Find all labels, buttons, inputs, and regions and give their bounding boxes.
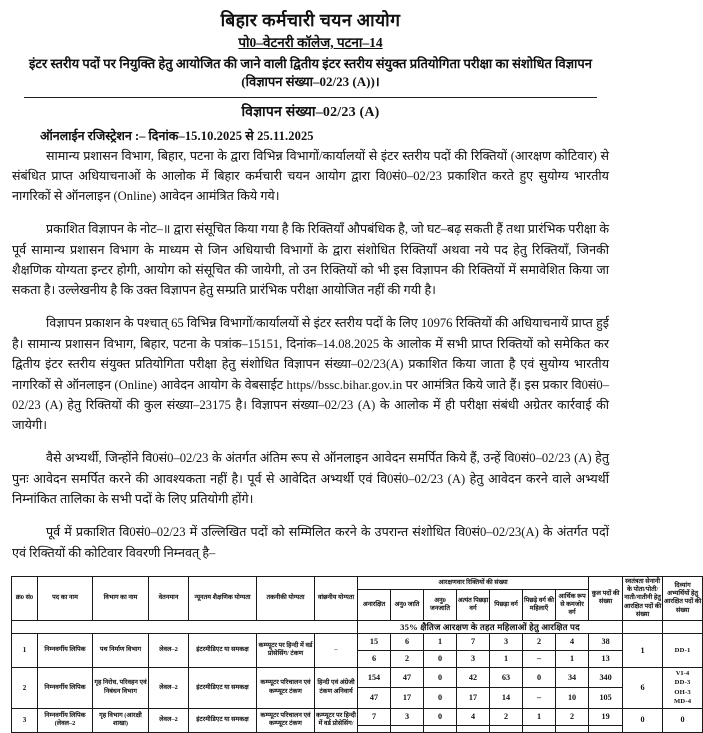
paragraph-1: सामान्य प्रशासन विभाग, बिहार, पटना के द्वारा विभिन्न विभागों/कार्यालयों से इंटर स्तरीय पदों की रिक्तियों (आरक्षण कोटिवार) से संबंधित प्राप्त अधियाचनाओं के आलोक में बिहार कर्मचारी चयन आयोग द्वारा वि0सं0–02/23 प्रकाशित करते हुए सुयोग्य भारतीय नागरिकों से ऑनलाइन (Online) आवेदन आमंत्रित किये गये। <box>12 148 609 204</box>
cell-pay-scale: लेवल–2 <box>149 708 189 732</box>
col-pay-scale: वेतनमान <box>149 576 189 621</box>
cell-economically-weaker-section: 2 <box>556 708 589 725</box>
col-technical-qualification: तकनीकी योग्यता <box>257 576 315 621</box>
table-row <box>12 634 703 651</box>
paragraph-4: वैसे अभ्यर्थी, जिन्होंने वि0सं0–02/23 के अंतर्गत अंतिम रूप से ऑनलाइन आवेदन समर्पित किये हैं, उन्हें वि0सं0–02/23 (A) हेतु पुनः आवेदन समर्पित करने की आवश्यकता नहीं है। पूर्व से आवेदित अभ्यर्थी एवं वि0सं0–02/23 (A) हेतु आवेदन करने वाले अभ्यर्थी निम्नांकित तालिका के सभी पदों के लिए प्रतियोगी होंगे। <box>12 451 609 507</box>
col-scheduled-tribe: अनु0 जनजाति <box>424 590 457 621</box>
cell-unreserved: 15 <box>358 634 391 651</box>
cell-extremely-backward-class: 42 <box>457 667 490 688</box>
cell-technical-qualification: कम्प्यूटर पर हिन्दी में वर्ड प्रोसेसिंग/ टंकण <box>257 634 315 667</box>
cell-total-posts-women: 13 <box>589 650 623 667</box>
paragraph-2: प्रकाशित विज्ञापन के नोट–॥ द्वारा संसूचित किया गया है कि रिक्तियाँ औपबंधिक है, जो घट–बढ़ सकती हैं तथा प्रारंभिक परीक्षा के पूर्व सामान्य प्रशासन विभाग के माध्यम से जिन अधियाची विभागों के द्वारा संशोधित रिक्तियाँ अथवा नये पद हेतु रिक्तियाँ, जिनकी शैक्षणिक योग्यता इन्टर होगी, आयोग को संसूचित की जायेगी, तो उन रिक्तियों को भी इस विज्ञापन की रिक्तियों में समावेशित किया जा सकता है। उल्लेखनीय है कि उक्त विज्ञापन हेतु सम्प्रति प्रारंभिक परीक्षा आयोजित नहीं की गयी है। <box>12 222 609 298</box>
cell-desirable-qualification: – <box>315 634 358 667</box>
cell-disabled-reserved: DD-1 <box>663 634 703 667</box>
cell-backward-class: 63 <box>490 667 523 688</box>
col-desirable-qualification: वांछनीय योग्यता <box>315 576 358 621</box>
online-registration-line <box>10 127 611 144</box>
cell-department-name: गृह निरोध, परिवहन एवं निबंधन विभाग <box>93 667 149 708</box>
cell-backward-class-women-women: – <box>523 688 556 709</box>
cell-extremely-backward-class: 7 <box>457 634 490 651</box>
cell-technical-qualification: कम्प्यूटर परिचालन एवं कम्प्यूटर टंकण <box>257 667 315 708</box>
cell-scheduled-caste-women <box>391 725 424 732</box>
cell-minimum-qualification: इंटरमीडिएट या समकक्ष <box>189 708 257 732</box>
cell-backward-class-women: 0 <box>523 667 556 688</box>
cell-scheduled-tribe: 1 <box>424 634 457 651</box>
cell-backward-class-women: 1 <box>523 708 556 725</box>
cell-extremely-backward-class: 4 <box>457 708 490 725</box>
col-backward-class-women: पिछड़े वर्ग की महिलाएँ <box>523 590 556 621</box>
col-unreserved: अनारक्षित <box>358 590 391 621</box>
cell-extremely-backward-class-women: 3 <box>457 650 490 667</box>
cell-backward-class: 3 <box>490 634 523 651</box>
cell-freedom-fighter-reserved: 6 <box>623 667 663 708</box>
cell-scheduled-caste: 3 <box>391 708 424 725</box>
cell-backward-class-women-count: 1 <box>490 650 523 667</box>
cell-scheduled-caste: 6 <box>391 634 424 651</box>
table-row <box>12 667 703 688</box>
cell-department-name: पथ निर्माण विभाग <box>93 634 149 667</box>
cell-economically-weaker-section: 34 <box>556 667 589 688</box>
cell-total-posts: 38 <box>589 634 623 651</box>
cell-department-name: गृह विभाग (आरक्षी शाखा) <box>93 708 149 732</box>
cell-serial-number: 3 <box>12 708 38 732</box>
cell-economically-weaker-section-women <box>556 725 589 732</box>
col-serial-number: क्र0 सं0 <box>12 576 38 621</box>
cell-total-posts: 340 <box>589 667 623 688</box>
col-disabled-reserved: दिव्यांग अभ्यर्थियों हेतु आरक्षित पदों की संख्या <box>663 576 703 621</box>
cell-desirable-qualification: हिन्दी एवं अंग्रेजी टंकण अनिवार्य <box>315 667 358 708</box>
cell-unreserved: 7 <box>358 708 391 725</box>
cell-post-name: निम्नवर्गीय लिपिक <box>38 667 93 708</box>
cell-desirable-qualification: कम्प्यूटर पर हिन्दी में वर्ड प्रोसेसिंग/ <box>315 708 358 732</box>
cell-economically-weaker-section-women: 10 <box>556 688 589 709</box>
cell-extremely-backward-class-women <box>457 725 490 732</box>
cell-serial-number: 1 <box>12 634 38 667</box>
cell-disabled-reserved: 0 <box>663 708 703 732</box>
vacancy-table-head <box>12 576 703 621</box>
cell-freedom-fighter-reserved: 0 <box>623 708 663 732</box>
cell-scheduled-tribe-women <box>424 725 457 732</box>
cell-backward-class-women-women: – <box>523 650 556 667</box>
cell-backward-class: 2 <box>490 708 523 725</box>
cell-backward-class-women: 2 <box>523 634 556 651</box>
organization-address: पो0–वेटनरी कॉलेज, पटना–14 <box>238 34 383 50</box>
vacancy-table-wrapper <box>10 576 702 733</box>
paragraph-3: विज्ञापन प्रकाशन के पश्चात् 65 विभिन्न विभागों/कार्यालयों से इंटर स्तरीय पदों के लिए 10976 रिक्तियों की अधियाचनायें प्राप्त हुई है। सामान्य प्रशासन विभाग, बिहार, पटना के पत्रांक–15151, दिनांक–14.08.2025 के आलोक में सभी प्राप्त रिक्तियों को समेकित कर द्वितीय इंटर स्तरीय संयुक्त प्रतियोगिता परीक्षा हेतु संशोधित विज्ञापन संख्या–02/23(A) प्रकाशित किया जाता है एवं सुयोग्य भारतीय नागरिकों से ऑनलाइन (Online) आवेदन आयोग के वेबसाईट https//bssc.bihar.gov.in पर आमंत्रित किये जाते हैं। इस प्रकार वि0सं0–02/23 (A) हेतु रिक्तियों की कुल संख्या–23175 है। विज्ञापन संख्या–02/23 (A) के आलोक में ही परीक्षा संबंधी अग्रेतर कार्रवाई की जायेगी। <box>12 316 609 433</box>
cell-unreserved: 154 <box>358 667 391 688</box>
cell-disabled-reserved: VI-4 DD-3 OH-3 MD-4 <box>663 667 703 708</box>
header-divider <box>24 97 597 98</box>
col-total-posts: कुल पदों की संख्या <box>589 576 623 621</box>
women-reservation-note: 35% क्षैतिज आरक्षण के तहत महिलाओं हेतु आरक्षित पद <box>358 621 623 634</box>
cell-post-name: निम्नवर्गीय लिपिक <box>38 634 93 667</box>
cell-scheduled-caste: 47 <box>391 667 424 688</box>
women-reservation-note-row <box>12 621 703 634</box>
cell-unreserved-women <box>358 725 391 732</box>
cell-technical-qualification: कम्प्यूटर परिचालन एवं कम्प्यूटर टंकण <box>257 708 315 732</box>
registration-label: ऑनलाईन रजिस्ट्रेशन :– <box>40 128 146 143</box>
col-scheduled-caste: अनु0 जाति <box>391 590 424 621</box>
cell-backward-class-women-count <box>490 725 523 732</box>
cell-freedom-fighter-reserved: 1 <box>623 634 663 667</box>
advertisement-number: विज्ञापन संख्या–02/23 (A) <box>241 104 380 120</box>
cell-minimum-qualification: इंटरमीडिएट या समकक्ष <box>189 667 257 708</box>
organization-title: बिहार कर्मचारी चयन आयोग <box>220 10 401 30</box>
cell-scheduled-caste-women: 2 <box>391 650 424 667</box>
col-minimum-qualification: न्यूनतम शैक्षणिक योग्यता <box>189 576 257 621</box>
cell-serial-number: 2 <box>12 667 38 708</box>
cell-scheduled-tribe: 0 <box>424 708 457 725</box>
cell-scheduled-tribe-women: 0 <box>424 688 457 709</box>
col-backward-class: पिछड़ा वर्ग <box>490 590 523 621</box>
registration-dates: दिनांक–15.10.2025 से 25.11.2025 <box>148 128 314 143</box>
col-freedom-fighter-reserved: स्वतंत्रता सेनानी के पोता/पोती/नाती/नातीनी हेतु आरक्षित पदों की संख्या <box>623 576 663 621</box>
cell-total-posts-women: 105 <box>589 688 623 709</box>
cell-backward-class-women-count: 14 <box>490 688 523 709</box>
cell-total-posts-women <box>589 725 623 732</box>
cell-economically-weaker-section: 4 <box>556 634 589 651</box>
vacancy-table <box>11 576 703 733</box>
cell-scheduled-tribe: 0 <box>424 667 457 688</box>
cell-economically-weaker-section-women: 1 <box>556 650 589 667</box>
col-economically-weaker-section: आर्थिक रूप से कमजोर वर्ग <box>556 590 589 621</box>
cell-total-posts: 19 <box>589 708 623 725</box>
cell-unreserved-women: 6 <box>358 650 391 667</box>
vacancy-table-body <box>12 621 703 732</box>
table-row <box>12 708 703 725</box>
cell-unreserved-women: 47 <box>358 688 391 709</box>
cell-pay-scale: लेवल–2 <box>149 634 189 667</box>
cell-backward-class-women-women <box>523 725 556 732</box>
document-subtitle: इंटर स्तरीय पदों पर नियुक्ति हेतु आयोजित की जाने वाली द्वितीय इंटर स्तरीय संयुक्त प्रतियोगिता परीक्षा का संशोधित विज्ञापन (विज्ञापन संख्या–02/23 (A))। <box>28 56 593 89</box>
cell-scheduled-tribe-women: 0 <box>424 650 457 667</box>
cell-pay-scale: लेवल–2 <box>149 667 189 708</box>
cell-post-name: निम्नवर्गीय लिपिक (लेवल–2 <box>38 708 93 732</box>
col-group-reservation-wise-vacancies: आरक्षणवार रिक्तियों की संख्या <box>358 576 589 590</box>
paragraph-5: पूर्व में प्रकाशित वि0सं0–02/23 में उल्लिखित पदों को सम्मिलित करने के उपरान्त संशोधित वि0सं0–02/23(A) के अंतर्गत पदों एवं रिक्तियों की कोटिवार विवरणी निम्नवत् है– <box>12 525 609 560</box>
cell-minimum-qualification: इंटरमीडिएट या समकक्ष <box>189 634 257 667</box>
col-department-name: विभाग का नाम <box>93 576 149 621</box>
cell-scheduled-caste-women: 17 <box>391 688 424 709</box>
cell-extremely-backward-class-women: 17 <box>457 688 490 709</box>
col-extremely-backward-class: अत्यंत पिछड़ा वर्ग <box>457 590 490 621</box>
col-post-name: पद का नाम <box>38 576 93 621</box>
table-header-row-1 <box>12 576 703 590</box>
